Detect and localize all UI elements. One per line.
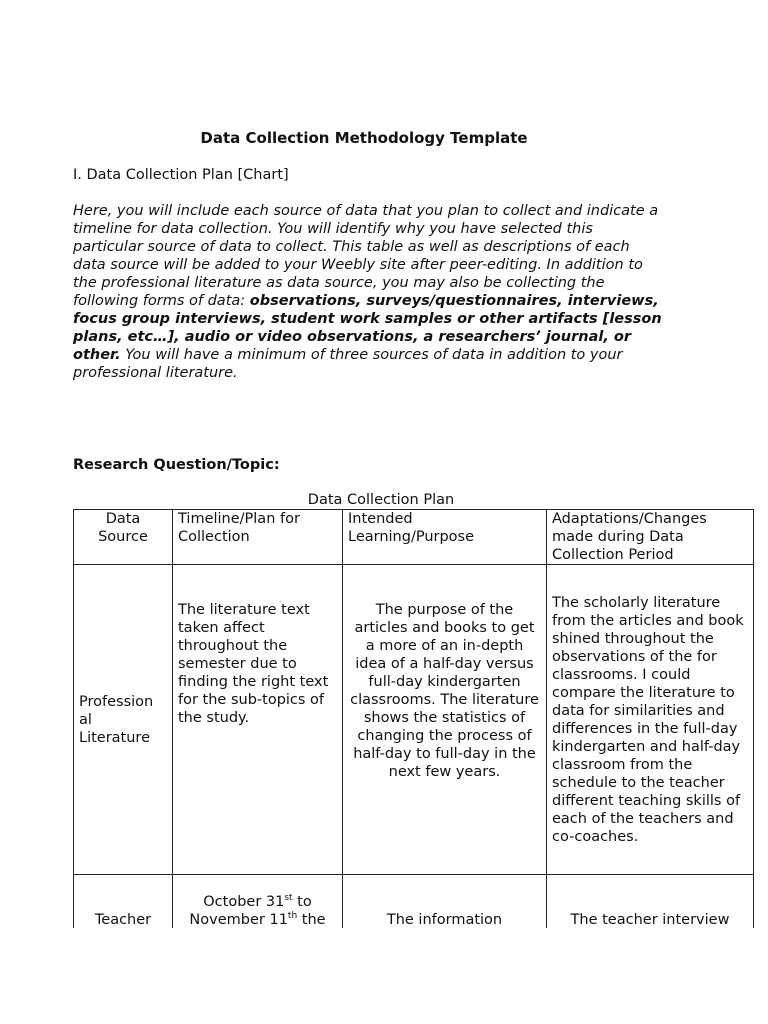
header-data-source: Data Source bbox=[74, 510, 173, 565]
timeline-sup-2: th bbox=[287, 911, 298, 922]
timeline-text-a: October 31 bbox=[203, 894, 285, 910]
page-bottom-margin bbox=[0, 928, 768, 1024]
section-heading: I. Data Collection Plan [Chart] bbox=[73, 167, 289, 183]
intro-paragraph bbox=[73, 202, 663, 382]
header-adaptations: Adaptations/Changes made during Data Collection Period bbox=[547, 510, 754, 565]
cell-source: Teacher bbox=[74, 875, 173, 985]
cell-purpose: The purpose of the articles and books to get a more of an in-depth idea of a half-day versus full-day kindergarten classrooms. The literature shows the statistics of changing the process of half-day to full-day in the next few years. bbox=[343, 565, 547, 875]
timeline-text-b: to November 11 bbox=[189, 894, 312, 928]
data-collection-table bbox=[73, 509, 754, 985]
timeline-text-c: the bbox=[297, 912, 326, 928]
intro-text-1: Here, you will include each source of data that you plan to collect and indicate a timeline for data collection. You will identify why you have selected this particular source of data to collect. This table as well as descriptions of each data source will be added to your Weebly site after peer-editing. In addition to the professional literature as data source, you may also be collecting the following forms of data: bbox=[73, 203, 659, 309]
cell-adaptations: The scholarly literature from the articles and book shined throughout the observations of the for classrooms. I could compare the literature to data for similarities and differences in the full-day kindergarten and half-day classroom from the schedule to the teacher different teaching skills of each of the teachers and co-coaches. bbox=[547, 565, 754, 875]
page-title: Data Collection Methodology Template bbox=[200, 129, 528, 147]
table-header-row bbox=[74, 510, 754, 565]
cell-source: Profession al Literature bbox=[74, 565, 173, 875]
timeline-sup-1: st bbox=[284, 893, 293, 904]
table-caption: Data Collection Plan bbox=[307, 492, 455, 508]
header-timeline: Timeline/Plan for Collection bbox=[173, 510, 343, 565]
header-purpose: Intended Learning/Purpose bbox=[343, 510, 547, 565]
research-question-label: Research Question/Topic: bbox=[73, 457, 280, 473]
table-row bbox=[74, 565, 754, 875]
intro-text-bold: observations, surveys/questionnaires, interviews, focus group interviews, student work samples or other artifacts [lesson plans, etc…], audio or video observations, a researchers’ journal, or other. bbox=[73, 293, 662, 363]
cell-adaptations: The teacher interview bbox=[547, 875, 754, 985]
cell-purpose: The information bbox=[343, 875, 547, 985]
cell-timeline: The literature text taken affect throughout the semester due to finding the right text for the sub-topics of the study. bbox=[173, 565, 343, 875]
intro-text-2: You will have a minimum of three sources of data in addition to your professional literature. bbox=[73, 347, 623, 381]
